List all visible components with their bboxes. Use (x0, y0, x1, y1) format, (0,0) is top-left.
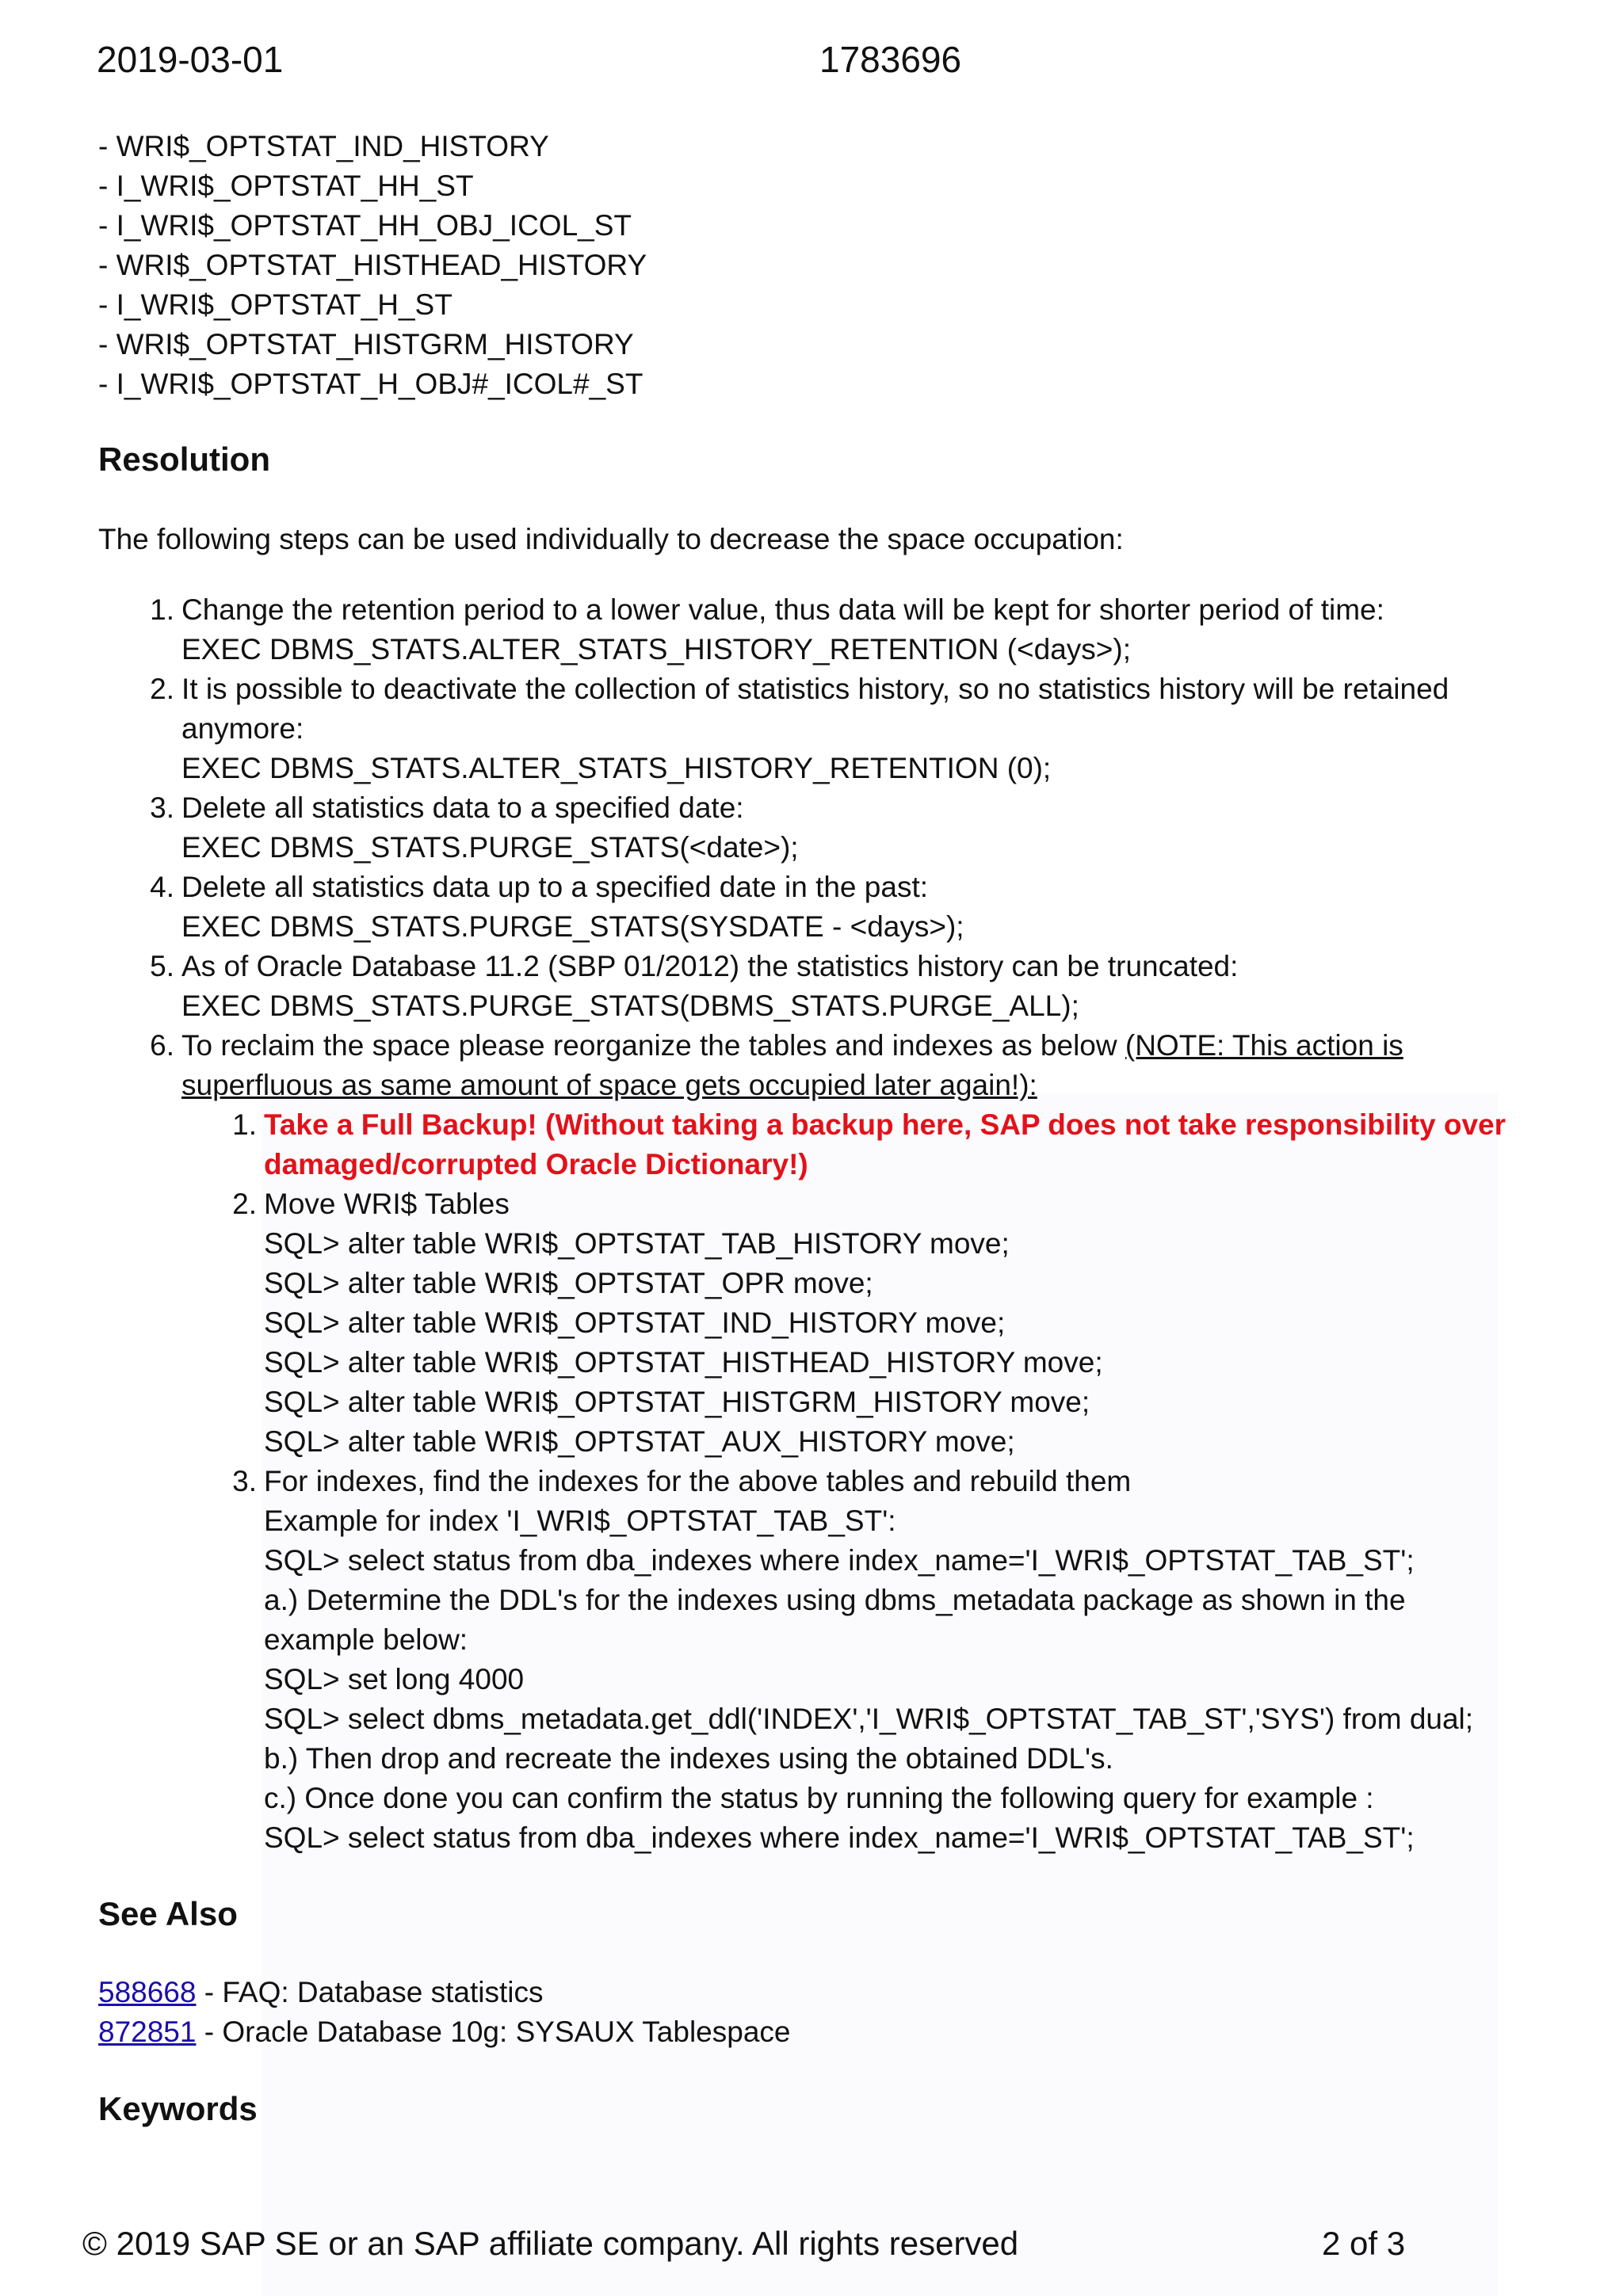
see-also-text: - Oracle Database 10g: SYSAUX Tablespace (196, 2016, 791, 2048)
step-note: superfluous as same amount of space gets occupied later again!): (181, 1069, 1037, 1101)
substep-text: b.) Then drop and recreate the indexes using the obtained DDL's. (264, 1742, 1113, 1775)
step-code: EXEC DBMS_STATS.PURGE_STATS(<date>); (181, 831, 799, 864)
substep-text: a.) Determine the DDL's for the indexes using dbms_metadata package as shown in the (264, 1584, 1406, 1616)
sql-line: SQL> alter table WRI$_OPTSTAT_AUX_HISTORY move; (264, 1425, 1015, 1458)
step-code: EXEC DBMS_STATS.PURGE_STATS(SYSDATE - <days>); (181, 910, 964, 943)
list-item: - WRI$_OPTSTAT_IND_HISTORY (98, 130, 549, 162)
step-text: Delete all statistics data up to a specified date in the past: (181, 871, 929, 903)
list-item: - I_WRI$_OPTSTAT_H_ST (98, 288, 453, 321)
step-number: 2. (150, 673, 174, 705)
list-item: - I_WRI$_OPTSTAT_HH_ST (98, 170, 474, 202)
list-item: - I_WRI$_OPTSTAT_H_OBJ#_ICOL#_ST (98, 368, 643, 400)
sql-line: SQL> select dbms_metadata.get_ddl('INDEX','I_WRI$_OPTSTAT_TAB_ST','SYS') from dual; (264, 1703, 1474, 1735)
substep-text: example below: (264, 1623, 468, 1656)
step-code: EXEC DBMS_STATS.PURGE_STATS(DBMS_STATS.PURGE_ALL); (181, 990, 1079, 1022)
substep-number: 2. (232, 1188, 257, 1220)
step-text (181, 1026, 1403, 1066)
see-also-heading: See Also (98, 1895, 238, 1932)
see-also-item (98, 1973, 543, 2012)
substep-text: For indexes, find the indexes for the above tables and rebuild them (264, 1465, 1132, 1497)
step-text: Change the retention period to a lower value, thus data will be kept for shorter period of time: (181, 593, 1384, 626)
sql-line: SQL> alter table WRI$_OPTSTAT_OPR move; (264, 1267, 873, 1299)
sql-line: SQL> set long 4000 (264, 1663, 525, 1695)
note-link-872851[interactable]: 872851 (98, 2016, 197, 2048)
list-item: - WRI$_OPTSTAT_HISTGRM_HISTORY (98, 328, 634, 360)
substep-text: c.) Once done you can confirm the status by running the following query for example : (264, 1782, 1374, 1814)
step-text: Delete all statistics data to a specified date: (181, 791, 744, 824)
resolution-heading: Resolution (98, 441, 270, 478)
list-item: - WRI$_OPTSTAT_HISTHEAD_HISTORY (98, 249, 647, 281)
note-link-588668[interactable]: 588668 (98, 1976, 197, 2008)
step-text: anymore: (181, 712, 304, 745)
sql-line: SQL> alter table WRI$_OPTSTAT_TAB_HISTORY move; (264, 1227, 1010, 1260)
keywords-heading: Keywords (98, 2090, 258, 2127)
footer-copyright: © 2019 SAP SE or an SAP affiliate company. All rights reserved (82, 2225, 1019, 2262)
step-code: EXEC DBMS_STATS.ALTER_STATS_HISTORY_RETENTION (<days>); (181, 633, 1132, 666)
sql-line: SQL> select status from dba_indexes where index_name='I_WRI$_OPTSTAT_TAB_ST'; (264, 1821, 1415, 1854)
step-number: 1. (150, 593, 174, 626)
sql-line: SQL> alter table WRI$_OPTSTAT_HISTHEAD_HISTORY move; (264, 1346, 1103, 1379)
substep-number: 1. (232, 1108, 257, 1141)
see-also-text: - FAQ: Database statistics (196, 1976, 544, 2008)
substep-text: Move WRI$ Tables (264, 1188, 510, 1220)
object-list (98, 127, 1525, 404)
step-number: 3. (150, 791, 174, 824)
backup-warning: Take a Full Backup! (Without taking a backup here, SAP does not take responsibility over (264, 1108, 1507, 1141)
backup-warning: damaged/corrupted Oracle Dictionary!) (264, 1148, 808, 1180)
sql-line: SQL> alter table WRI$_OPTSTAT_IND_HISTORY move; (264, 1306, 1006, 1339)
header-note-number: 1783696 (819, 39, 962, 80)
step-lead: To reclaim the space please reorganize the tables and indexes as below (181, 1029, 1125, 1062)
step-number: 5. (150, 950, 174, 982)
substep-number: 3. (232, 1465, 257, 1497)
substep-text: Example for index 'I_WRI$_OPTSTAT_TAB_ST': (264, 1505, 896, 1537)
step-code: EXEC DBMS_STATS.ALTER_STATS_HISTORY_RETENTION (0); (181, 752, 1052, 784)
sql-line: SQL> alter table WRI$_OPTSTAT_HISTGRM_HISTORY move; (264, 1386, 1090, 1418)
step-text: It is possible to deactivate the collection of statistics history, so no statistics history will be retained (181, 673, 1449, 705)
footer-page-number: 2 of 3 (1322, 2225, 1406, 2262)
step-number: 6. (150, 1029, 174, 1062)
see-also-item (98, 2012, 790, 2052)
step-note: (NOTE: This action is (1125, 1029, 1403, 1062)
step-number: 4. (150, 871, 174, 903)
sql-line: SQL> select status from dba_indexes where index_name='I_WRI$_OPTSTAT_TAB_ST'; (264, 1544, 1415, 1577)
resolution-intro: The following steps can be used individually to decrease the space occupation: (98, 523, 1124, 555)
list-item: - I_WRI$_OPTSTAT_HH_OBJ_ICOL_ST (98, 209, 632, 242)
step-text: As of Oracle Database 11.2 (SBP 01/2012) the statistics history can be truncated: (181, 950, 1239, 982)
header-date: 2019-03-01 (97, 39, 284, 80)
